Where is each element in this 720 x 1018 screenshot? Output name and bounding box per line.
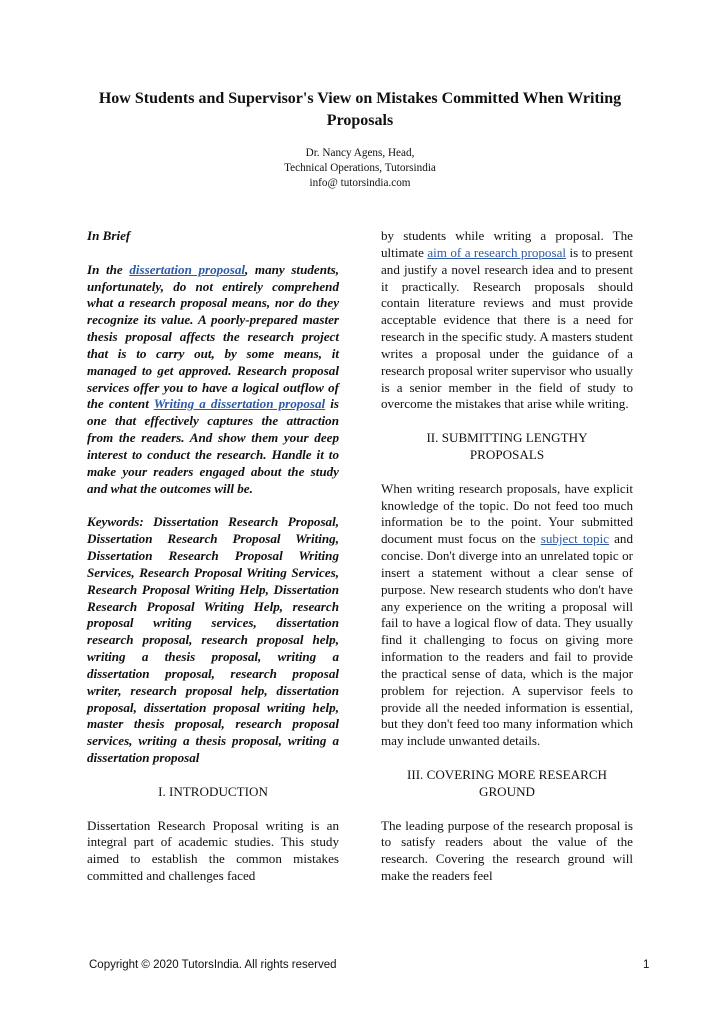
keywords-paragraph: Keywords: Dissertation Research Proposal, Dissertation Research Proposal Writing, Dissertation Research Proposal Writing Services, Research Proposal Writing Services, Research Proposal Writing Help, Dissertation Research Proposal Writing Help, research proposal writing services, dissertation research proposal, research proposal help, writing a thesis proposal, writing a dissertation proposal, research proposal writer, research proposal help, dissertation proposal, dissertation proposal writing help, master thesis proposal, research proposal services, writing a thesis proposal, writing a dissertation proposal [87, 514, 339, 766]
intro-paragraph: Dissertation Research Proposal writing is an integral part of academic studies. This study aimed to establish the common mistakes committed and challenges faced [87, 817, 339, 884]
dissertation-proposal-link[interactable]: dissertation proposal [129, 261, 246, 277]
author-email: info@ tutorsindia.com [309, 177, 411, 189]
subject-topic-link[interactable]: subject topic [540, 531, 610, 547]
section2-paragraph [381, 481, 633, 751]
author-block [200, 146, 520, 191]
proposal-paragraph [381, 228, 633, 413]
proposal-text-1: by students while writing a proposal. The ultimate [381, 228, 633, 260]
section3-paragraph: The leading purpose of the research proposal is to satisfy readers about the value of the research. Covering the research ground will make the readers feel [381, 817, 633, 884]
brief-text-1: In the [87, 261, 130, 277]
brief-text-3: is one that effectively captures the attraction from the readers. And show them your deep interest to conduct the research. Handle it to make your readers engaged about the study and what the outcomes will be. [87, 396, 339, 496]
section2-text-2: and concise. Don't diverge into an unrelated topic or insert a statement without a clear sense of purpose. New research students who don't have any experience on the writing a proposal will fail to have a logical flow of data. They usually find it challenging to focus on giving more information to the readers and fail to provide the practical sense of data, which is the major problem for rejection. A supervisor feels to provide all the needed information is essential, but they don't feed too many information which may include unwanted details. [381, 531, 633, 749]
paper-title: How Students and Supervisor's View on Mistakes Committed When Writing Proposals [98, 90, 622, 129]
intro-heading: I. INTRODUCTION [158, 783, 268, 799]
author-name: Dr. Nancy Agens, Head, [305, 147, 415, 159]
section2-heading-line2: PROPOSALS [469, 446, 545, 462]
section2-text-1: When writing research proposals, have explicit knowledge of the topic. Do not feed too much information be to the point. Your submitted document must focus on the [381, 480, 633, 547]
section3-heading-line2: GROUND [478, 783, 535, 799]
section2-heading [381, 430, 633, 464]
author-affiliation: Technical Operations, Tutorsindia [284, 162, 436, 174]
left-column [87, 228, 339, 885]
brief-paragraph [87, 262, 339, 498]
page-number: 1 [643, 959, 650, 971]
brief-heading: In Brief [87, 228, 131, 243]
writing-dissertation-proposal-link[interactable]: Writing a dissertation proposal [153, 396, 326, 412]
brief-text-2: , many students, unfortunately, do not entirely comprehend what a research proposal means, nor do they recognize its value. A poorly-prepared master thesis proposal affects the research project that is to carry out, by some means, it managed to get approved. Research proposal services offer you to have a logical outflow of the content [87, 261, 339, 412]
footer-copyright: Copyright © 2020 TutorsIndia. All rights reserved [89, 959, 337, 971]
section2-heading-line1: II. SUBMITTING LENGTHY [426, 430, 588, 446]
section3-heading [381, 767, 633, 801]
right-column [381, 228, 633, 885]
aim-research-proposal-link[interactable]: aim of a research proposal [427, 244, 567, 260]
section3-heading-line1: III. COVERING MORE RESEARCH [406, 767, 608, 782]
proposal-text-2: is to present and justify a novel research idea and to present it practically. Research proposals should contain literature reviews and must provide acceptable evidence that there is a need for research in the specific study. A masters student writes a proposal under the guidance of a research proposal writer supervisor who usually is a senior member in the field of study to overcome the mistakes that arise while writing. [381, 244, 633, 412]
